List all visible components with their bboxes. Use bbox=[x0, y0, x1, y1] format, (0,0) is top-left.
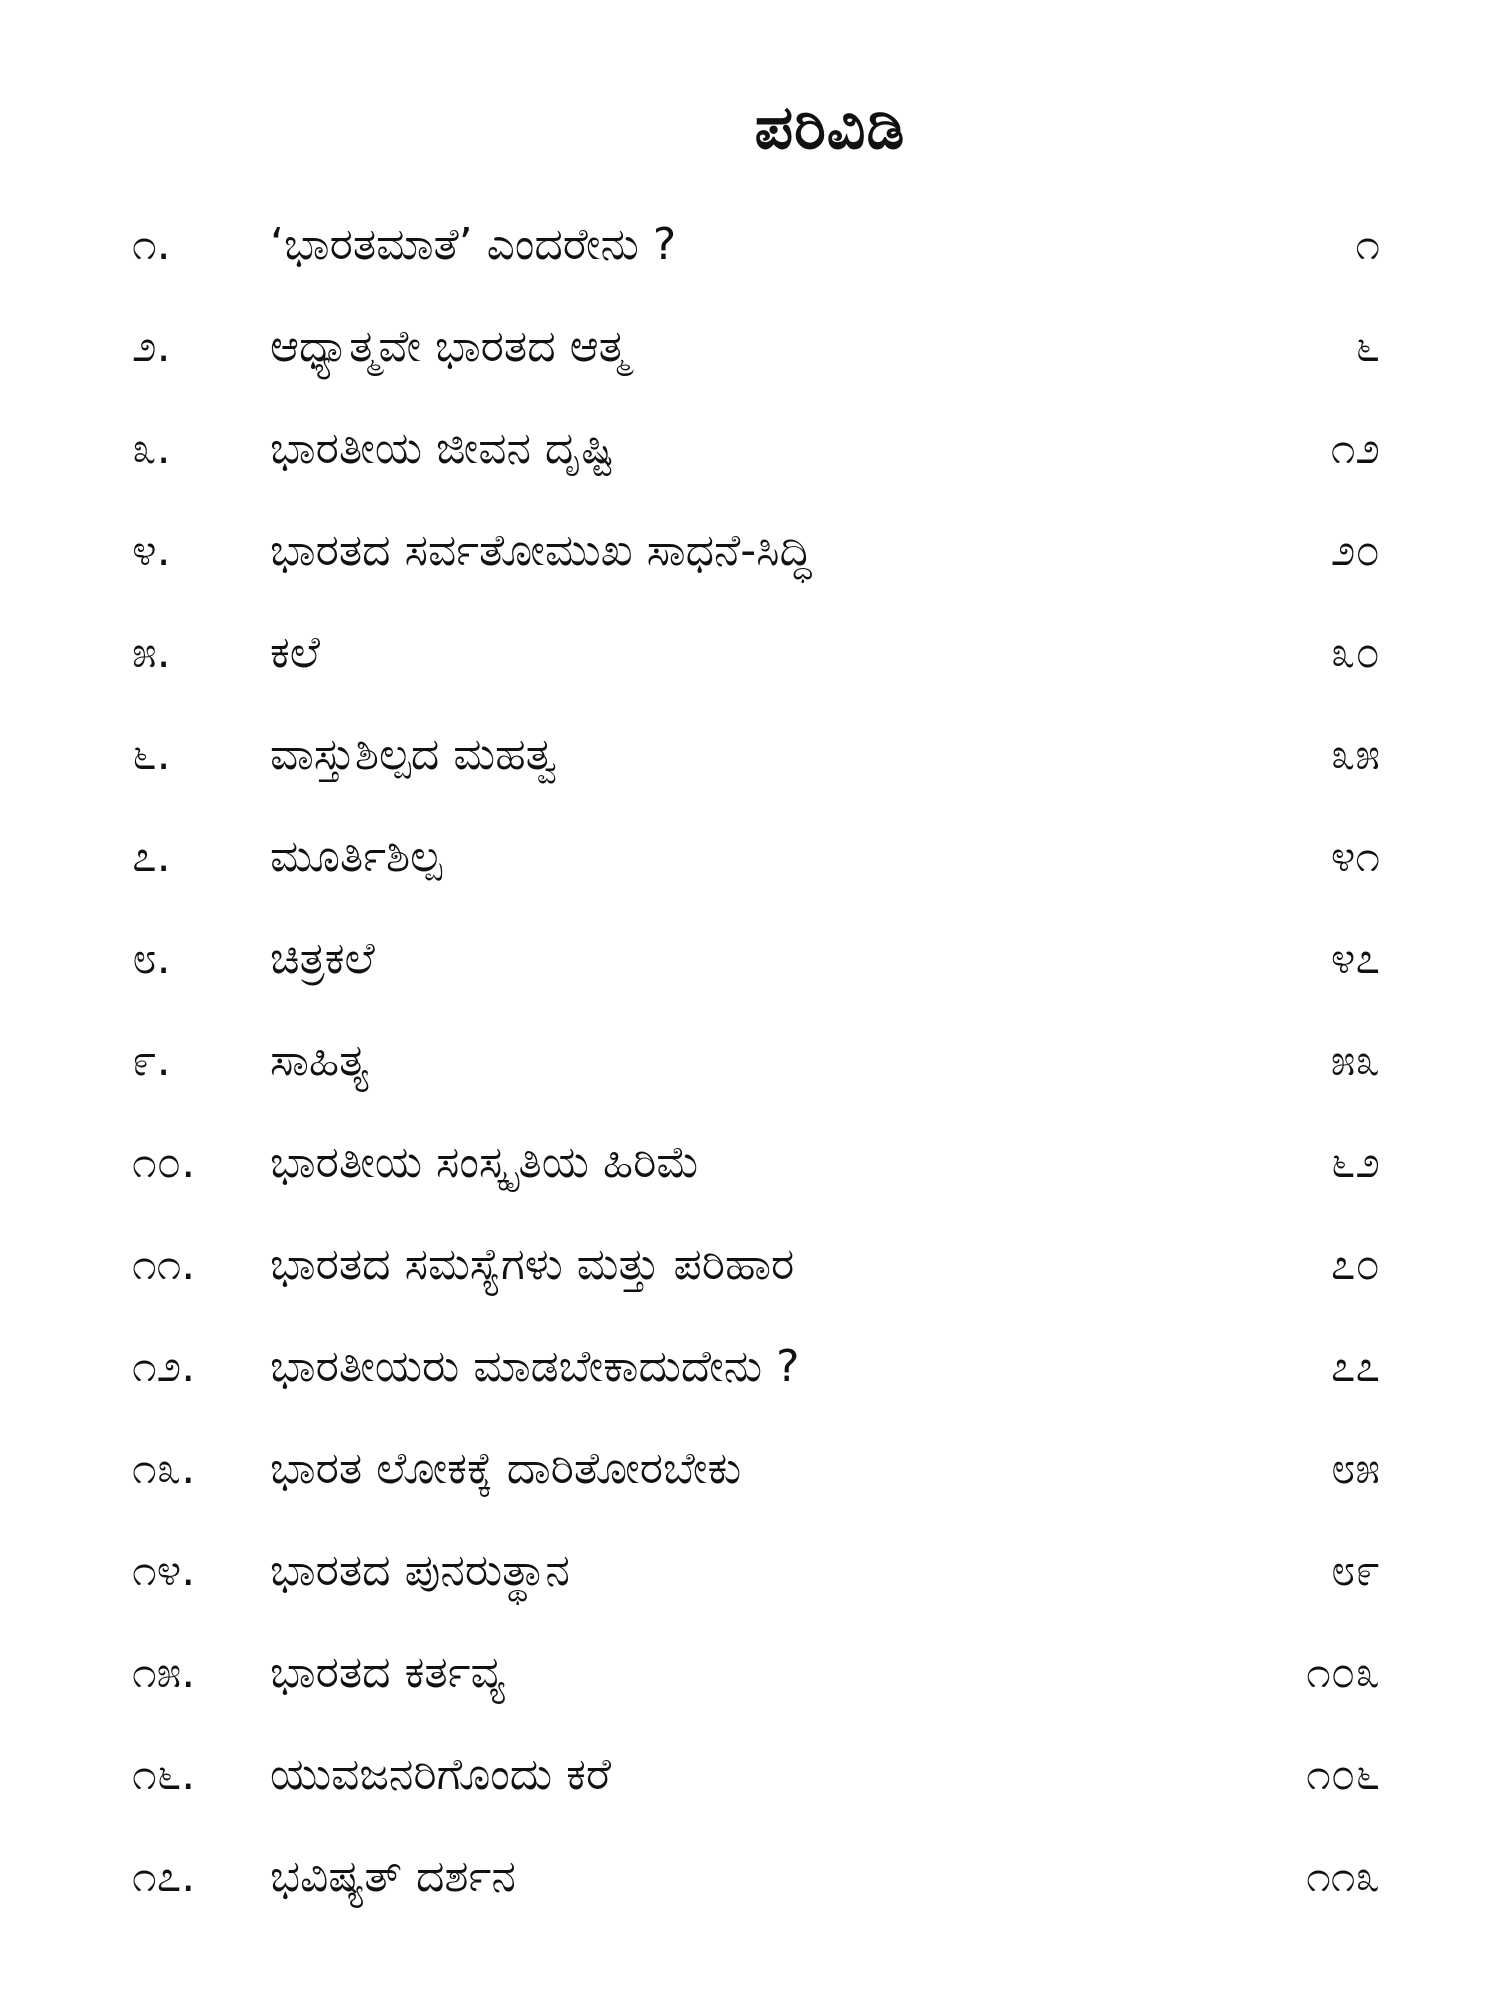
toc-entry bbox=[0, 1740, 1500, 1842]
page-number: ೬ bbox=[1355, 321, 1380, 372]
chapter-number: ೧೦. bbox=[132, 1137, 196, 1188]
page-number: ೫೩ bbox=[1330, 1035, 1380, 1086]
toc-entry bbox=[0, 1128, 1500, 1230]
toc-entry bbox=[0, 1638, 1500, 1740]
chapter-title: ಚಿತ್ರಕಲೆ bbox=[270, 933, 375, 984]
toc-entry bbox=[0, 822, 1500, 924]
toc-entry bbox=[0, 1434, 1500, 1536]
chapter-title: ಕಲೆ bbox=[270, 627, 321, 678]
chapter-title: ಭಾರತದ ಸರ್ವತೋಮುಖ ಸಾಧನೆ-ಸಿದ್ಧಿ bbox=[270, 525, 812, 576]
page-number: ೩೦ bbox=[1330, 627, 1380, 678]
chapter-title: ಭಾರತೀಯರು ಮಾಡಬೇಕಾದುದೇನು ? bbox=[270, 1341, 800, 1392]
page-number: ೪೭ bbox=[1330, 933, 1380, 984]
page-number: ೬೨ bbox=[1330, 1137, 1380, 1188]
chapter-number: ೧೨. bbox=[132, 1341, 196, 1392]
chapter-title: ‘ಭಾರತಮಾತೆ’ ಎಂದರೇನು ? bbox=[270, 219, 677, 270]
chapter-number: ೧೩. bbox=[132, 1443, 196, 1494]
toc-entry bbox=[0, 1230, 1500, 1332]
chapter-number: ೫. bbox=[132, 627, 171, 678]
chapter-title: ವಾಸ್ತುಶಿಲ್ಪದ ಮಹತ್ವ bbox=[270, 729, 557, 780]
chapter-title: ಮೂರ್ತಿಶಿಲ್ಪ bbox=[270, 831, 443, 882]
toc-entry bbox=[0, 414, 1500, 516]
page-number: ೭೭ bbox=[1330, 1341, 1380, 1392]
page-number: ೮೫ bbox=[1330, 1443, 1380, 1494]
page-number: ೪೧ bbox=[1330, 831, 1380, 882]
toc-entry bbox=[0, 210, 1500, 312]
chapter-number: ೧೧. bbox=[132, 1239, 196, 1290]
toc-entry bbox=[0, 516, 1500, 618]
toc-entry bbox=[0, 312, 1500, 414]
chapter-number: ೯. bbox=[132, 1035, 171, 1086]
page-number: ೩೫ bbox=[1330, 729, 1380, 780]
toc-entry bbox=[0, 618, 1500, 720]
chapter-title: ಭಾರತೀಯ ಸಂಸ್ಕೃತಿಯ ಹಿರಿಮೆ bbox=[270, 1137, 700, 1188]
toc-entry bbox=[0, 720, 1500, 822]
toc-entry bbox=[0, 1842, 1500, 1944]
chapter-title: ಭಾರತದ ಪುನರುತ್ಥಾನ bbox=[270, 1545, 570, 1596]
chapter-number: ೨. bbox=[132, 321, 171, 372]
chapter-number: ೭. bbox=[132, 831, 171, 882]
toc-entry bbox=[0, 1026, 1500, 1128]
chapter-number: ೧೪. bbox=[132, 1545, 196, 1596]
chapter-title: ಭಾರತದ ಕರ್ತವ್ಯ bbox=[270, 1647, 505, 1698]
chapter-number: ೧೫. bbox=[132, 1647, 196, 1698]
page-title: ಪರಿವಿಡಿ bbox=[754, 93, 906, 163]
page-number: ೮೯ bbox=[1330, 1545, 1380, 1596]
chapter-title: ಭಾರತ ಲೋಕಕ್ಕೆ ದಾರಿತೋರಬೇಕು bbox=[270, 1443, 742, 1494]
toc-entry bbox=[0, 1332, 1500, 1434]
page-number: ೭೦ bbox=[1330, 1239, 1380, 1290]
chapter-title: ಭಾರತೀಯ ಜೀವನ ದೃಷ್ಟಿ bbox=[270, 423, 615, 474]
chapter-number: ೪. bbox=[132, 525, 171, 576]
toc-entry bbox=[0, 924, 1500, 1026]
page-number: ೧೦೩ bbox=[1306, 1647, 1380, 1698]
chapter-number: ೮. bbox=[132, 933, 171, 984]
chapter-title: ಆಧ್ಯಾತ್ಮವೇ ಭಾರತದ ಆತ್ಮ bbox=[270, 321, 628, 372]
page-number: ೨೦ bbox=[1330, 525, 1380, 576]
chapter-number: ೧೬. bbox=[132, 1749, 196, 1800]
chapter-number: ೩. bbox=[132, 423, 171, 474]
chapter-number: ೧೭. bbox=[132, 1851, 196, 1902]
chapter-title: ಸಾಹಿತ್ಯ bbox=[270, 1035, 369, 1086]
toc-entry bbox=[0, 1536, 1500, 1638]
chapter-title: ಭವಿಷ್ಯತ್ ದರ್ಶನ bbox=[270, 1851, 516, 1902]
page-number: ೧೦೬ bbox=[1306, 1749, 1380, 1800]
chapter-title: ಯುವಜನರಿಗೊಂದು ಕರೆ bbox=[270, 1749, 611, 1800]
chapter-number: ೬. bbox=[132, 729, 171, 780]
page-number: ೧೧೩ bbox=[1306, 1851, 1380, 1902]
chapter-title: ಭಾರತದ ಸಮಸ್ಯೆಗಳು ಮತ್ತು ಪರಿಹಾರ bbox=[270, 1239, 795, 1290]
chapter-number: ೧. bbox=[132, 219, 171, 270]
page-number: ೧ bbox=[1355, 219, 1380, 270]
page-number: ೧೨ bbox=[1330, 423, 1380, 474]
table-of-contents bbox=[0, 210, 1500, 1944]
